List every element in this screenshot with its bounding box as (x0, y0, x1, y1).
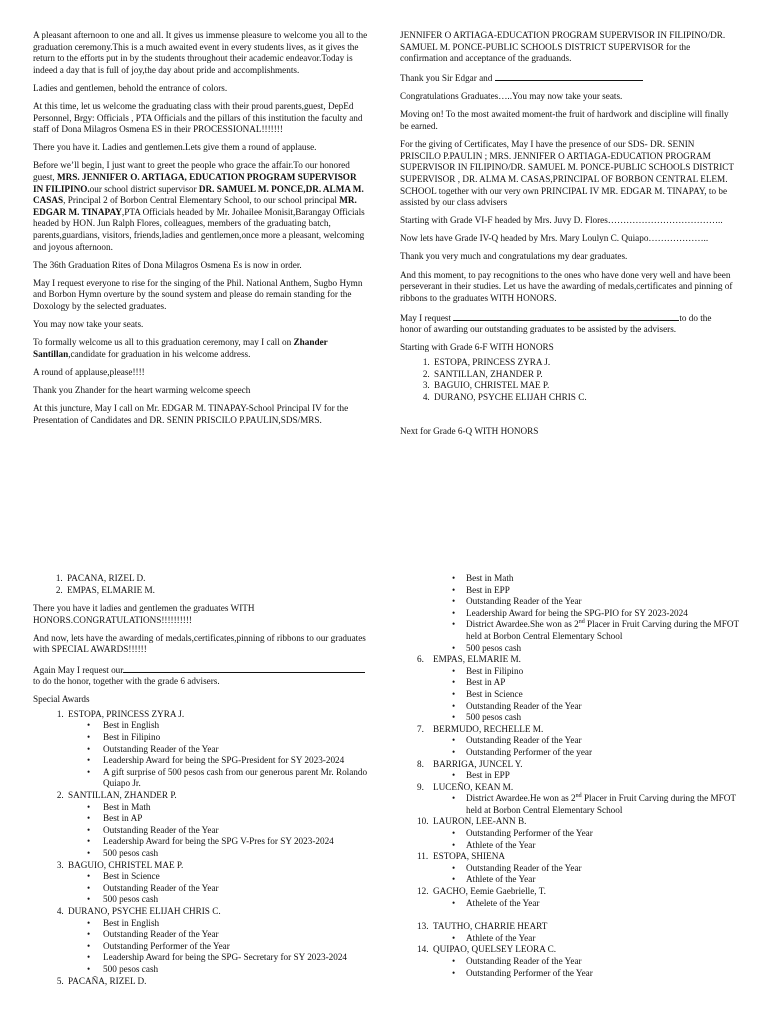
award-items (417, 863, 740, 886)
greeting-text-e: , Principal 2 of Borbon Central Elementary School, to our school principal (63, 195, 340, 206)
award-item: • 500 pesos cash (466, 712, 740, 724)
welcome-paragraph: A pleasant afternoon to one and all. It gives us immense pleasure to welcome you all to the graduation ceremony.This is a much awaited event in every students lives, as it gives the return to the efforts put in by the students throughout their academic endeavor.Today is indeed a day that is full of joy,the day about pride and accomplishments. (33, 30, 368, 75)
award-items (417, 666, 740, 724)
awardee-name: GACHO, Eemie Gaebrielle, T. (433, 886, 546, 897)
awardee-number: 14. (417, 944, 429, 955)
thank-zhander-text: Thank you Zhander for the heart warming welcome speech (33, 384, 251, 395)
list-item: 1. ESTOPA, PRINCESS ZYRA J. (432, 357, 735, 369)
awardee-name: LAURON, LEE-ANN B. (433, 816, 527, 827)
special-awards-heading: Special Awards (33, 694, 90, 705)
list-item: 4. DURANO, PSYCHE ELIJAH CHRIS C. (432, 392, 735, 404)
request-text-a: May I request (400, 312, 452, 323)
grade-vi-f-text: Starting with Grade VI-F headed by Mrs. Juvy D. Flores……………………………….. (400, 215, 723, 226)
award-items (417, 933, 740, 945)
awardee-name: LUCEÑO, KEAN M. (433, 781, 514, 792)
awardee (417, 759, 740, 782)
greeting-principal: MR. EDGAR M. TINAPAY (33, 195, 357, 217)
award-item: • Athlete of the Year (466, 933, 740, 945)
presentation-paragraph: At this juncture, May I call on Mr. EDGAR M. TINAPAY-School Principal IV for the Presentation of Candidates and DR. SENIN PRISCILO P.PAULIN,SDS/MRS. (33, 402, 349, 425)
with-honors-congrats-text: There you have it ladies and gentlemen the graduates WITH HONORS.CONGRATULATIONS!!!!!!!!!! (33, 603, 255, 625)
ordinal-suffix: nd (578, 619, 585, 626)
award-item: • Best in Filipino (466, 666, 740, 678)
award-item: • Athelete of the Year (466, 898, 740, 910)
take-seats-text: You may now take your seats. (33, 318, 144, 329)
award-items (417, 793, 740, 816)
award-item-district (466, 619, 740, 642)
awardee (66, 860, 371, 906)
awardee (417, 816, 740, 851)
award-item: • Outstanding Performer of the year (466, 747, 740, 759)
awardee (417, 654, 740, 724)
awardee-number: 6. (417, 654, 424, 665)
award-items (417, 898, 740, 910)
awardee (417, 944, 740, 979)
award-item: • Outstanding Performer of the Year (101, 941, 371, 953)
fill-in-blank (495, 71, 643, 81)
district-text-b: Placer in Fruit Carving during the MFOT held at Borbon Central Elementary School (466, 793, 736, 815)
special-awards-intro: And now, lets have the awarding of medals,certificates,pinning of ribbons to our graduates with SPECIAL AWARDS!!!!!! (33, 632, 366, 655)
award-item: • Best in AP (101, 813, 371, 825)
award-item: • Athlete of the Year (466, 840, 740, 852)
award-item: • Leadership Award for being the SPG-President for SY 2023-2024 (101, 755, 371, 767)
awardee-number: 8. (417, 758, 424, 769)
awardee (417, 782, 740, 817)
list-item: 2. SANTILLAN, ZHANDER P. (432, 369, 735, 381)
award-items (417, 828, 740, 851)
awardee (66, 976, 371, 988)
awardee (66, 906, 371, 976)
again-request-text-b: to do the honor, together with the grade 6 advisers. (33, 676, 220, 687)
district-text-b: Placer in Fruit Carving during the MFOT held at Borbon Central Elementary School (466, 619, 739, 641)
awardee (417, 851, 740, 886)
greeting-text-c: our school district supervisor (89, 183, 199, 194)
awardee (417, 886, 740, 909)
awardee-name: SANTILLAN, ZHANDER P. (68, 790, 177, 800)
award-item: • Best in Science (101, 871, 371, 883)
awardee (417, 724, 740, 759)
district-text-a: District Awardee.He won as 2 (466, 793, 576, 804)
grade-6f-honors-heading: Starting with Grade 6-F WITH HONORS (400, 342, 554, 353)
award-item: • Outstanding Reader of the Year (466, 596, 740, 608)
list-item: 2. EMPAS, ELMARIE M. (65, 585, 371, 597)
awardee-name: BERMUDO, RECHELLE M. (433, 723, 544, 734)
request-text-b: to do the honor of awarding our outstanding graduates to be assisted by the advisers. (400, 312, 712, 335)
awardee-name: QUIPAO, QUELSEY LEORA C. (433, 944, 557, 955)
thank-sir-edgar-text: Thank you Sir Edgar and (400, 73, 493, 84)
honors-list-6f (400, 357, 735, 403)
list-item: 1. PACANA, RIZEL D. (65, 573, 371, 585)
award-item: • Outstanding Reader of the Year (101, 825, 371, 837)
awardee-name: BARRIGA, JUNCEL Y. (433, 758, 523, 769)
awardee-number: 7. (417, 723, 424, 734)
recognition-paragraph: And this moment, to pay recognitions to the ones who have done very well and have been perseverant in their studies. Let us have the awarding of medals,certificates and pinning of ribbons to the graduates WITH HONORS. (400, 269, 733, 303)
welcome-address-text-c: ,candidate for graduation in his welcome address. (68, 348, 251, 359)
award-item: • Athlete of the Year (466, 874, 740, 886)
greeting-guest-ponce-casas: DR. SAMUEL M. PONCE,DR. ALMA M. CASAS (33, 183, 364, 206)
award-item: • Outstanding Reader of the Year (466, 735, 740, 747)
honors-list-6q (33, 573, 371, 596)
special-awards-list (33, 709, 371, 987)
award-item-district (466, 793, 740, 816)
confirmation-paragraph: JENNIFER O ARTIAGA-EDUCATION PROGRAM SUPERVISOR IN FILIPINO/DR. SAMUEL M. PONCE-PUBLIC SCHOOLS DISTRICT SUPERVISOR for the confirmation and acceptance of the graduands. (400, 30, 726, 64)
district-text-a: District Awardee.She won as 2 (466, 619, 579, 630)
congrats-graduates-text: Congratulations Graduates…..You may now take your seats. (400, 91, 623, 102)
page-bottom-right (400, 573, 740, 1024)
award-item: • Best in Science (466, 689, 740, 701)
award-item: • Best in Math (466, 573, 740, 585)
grade-6q-honors-heading: Next for Grade 6-Q WITH HONORS (400, 426, 539, 437)
award-item: • 500 pesos cash (101, 848, 371, 860)
award-item: • Best in English (101, 720, 371, 732)
award-item: • Outstanding Performer of the Year (466, 828, 740, 840)
fill-in-blank (123, 663, 365, 673)
applause-text: There you have it. Ladies and gentlemen.Lets give them a round of applause. (33, 142, 317, 153)
page-top-left (33, 30, 368, 550)
award-item: • 500 pesos cash (101, 964, 371, 976)
again-request-paragraph (33, 663, 371, 688)
award-item: • Outstanding Reader of the Year (466, 956, 740, 968)
awardee (66, 709, 371, 790)
award-items-continued (400, 573, 740, 654)
award-item: • Outstanding Performer of the Year (466, 968, 740, 980)
greeting-paragraph (33, 160, 368, 253)
fill-in-blank (453, 311, 679, 321)
award-items (417, 770, 740, 782)
award-item: • Outstanding Reader of the Year (101, 744, 371, 756)
award-items (417, 735, 740, 758)
ordinal-suffix: nd (575, 793, 582, 800)
greeting-guest-artiaga: MRS. JENNIFER O. ARTIAGA, EDUCATION PROGRAM SUPERVISOR IN FILIPINO. (33, 171, 357, 194)
award-item: • Best in EPP (466, 770, 740, 782)
award-items (68, 802, 371, 860)
award-item: • A gift surprise of 500 pesos cash from our generous parent Mr. Rolando Quiapo Jr. (101, 767, 371, 790)
welcome-address-speaker: Zhander Santillan (33, 337, 328, 359)
awardee-number: 9. (417, 781, 424, 792)
awardee-number: 10. (417, 816, 429, 827)
awardee (66, 790, 371, 860)
award-item: • Best in Filipino (101, 732, 371, 744)
awardee-name: ESTOPA, SHIENA (433, 851, 505, 862)
page-bottom-left (33, 573, 371, 1024)
award-item: • Best in AP (466, 677, 740, 689)
request-honor-paragraph (400, 311, 735, 336)
processional-paragraph: At this time, let us welcome the graduating class with their proud parents,guest, DepEd Personnel, Brgy: Officials , PTA Officials and the pillars of this institution the faculty and staff of Dona Milagros Osmena ES in their PROCESSIONAL!!!!!!! (33, 100, 363, 135)
award-items (68, 871, 371, 906)
award-item: • Leadership Award for being the SPG- Secretary for SY 2023-2024 (101, 952, 371, 964)
certificates-paragraph: For the giving of Certificates, May I have the presence of our SDS- DR. SENIN PRISCILO P.PAULIN ; MRS. JENNIFER O ARTIAGA-EDUCATION PROGRAM SUPERVISOR IN FILIPINO/DR. SAMUEL M. PONCE-PUBLIC SCHOOLS DISTRICT SUPERVISOR , DR. ALMA M. CASAS,PRINCIPAL OF BORBON CENTRAL ELEM. SCHOOL together with our very own PRINCIPAL IV MR. EDGAR M. TINAPAY, to be assisted by our class advisers (400, 139, 734, 208)
awardee-list-continued (400, 654, 740, 979)
award-items (68, 918, 371, 976)
welcome-address-paragraph (33, 337, 368, 360)
award-item: • Outstanding Reader of the Year (101, 883, 371, 895)
greeting-text-g: ,PTA Officials headed by Mr. Johailee Monisit,Barangay Officials headed by HON. Jun Ralph Flores, colleagues, members of the graduating batch, parents,guardians, visitors, friends,ladies and gentlemen,once more a pleasant, welcoming and joyous afternoon. (33, 206, 365, 252)
award-item: • 500 pesos cash (101, 894, 371, 906)
awardee-number: 13. (417, 921, 429, 932)
award-items (68, 720, 371, 790)
award-item: • Leadership Award for being the SPG V-Pres for SY 2023-2024 (101, 836, 371, 848)
grade-iv-q-text: Now lets have Grade IV-Q headed by Mrs. Mary Loulyn C. Quiapo……………….. (400, 233, 709, 244)
again-request-text-a: Again May I request our (33, 664, 124, 675)
award-item: • Outstanding Reader of the Year (101, 929, 371, 941)
welcome-address-text-a: To formally welcome us all to this graduation ceremony, may I call on (33, 337, 294, 348)
thank-graduates-text: Thank you very much and congratulations my dear graduates. (400, 251, 628, 262)
awardee-name: ESTOPA, PRINCESS ZYRA J. (68, 708, 185, 719)
moving-on-paragraph: Moving on! To the most awaited moment-the fruit of hardwork and discipline will finally be earned. (400, 109, 729, 132)
page-top-right (400, 30, 735, 550)
award-items (417, 956, 740, 979)
rites-order-text: The 36th Graduation Rites of Dona Milagros Osmena Es is now in order. (33, 259, 302, 270)
award-item: • Outstanding Reader of the Year (466, 863, 740, 875)
awardee (417, 921, 740, 944)
applause-please-text: A round of applause,please!!!! (33, 366, 145, 377)
awardee-number: 11. (417, 851, 429, 862)
awardee-name: DURANO, PSYCHE ELIJAH CHRIS C. (68, 905, 221, 916)
award-item: • Best in Math (101, 802, 371, 814)
award-item: • 500 pesos cash (466, 643, 740, 655)
entrance-colors-text: Ladies and gentlemen, behold the entrance of colors. (33, 82, 228, 93)
greeting-text-a: Before we’ll begin, I just want to greet the people who grace the affair.To our honored guest, (33, 160, 350, 182)
awardee-name: PACAÑA, RIZEL D. (68, 975, 147, 986)
list-item: 3. BAGUIO, CHRISTEL MAE P. (432, 380, 735, 392)
awardee-number: 12. (417, 886, 429, 897)
award-item: • Best in EPP (466, 585, 740, 597)
award-item: • Outstanding Reader of the Year (466, 701, 740, 713)
awardee-name: BAGUIO, CHRISTEL MAE P. (68, 859, 184, 870)
anthem-paragraph: May I request everyone to rise for the singing of the Phil. National Anthem, Sugbo Hymn and Borbon Hymn overture by the sound system and please do remain standing for the Doxology by the selected graduates. (33, 277, 363, 311)
awardee-name: TAUTHO, CHARRIE HEART (433, 921, 548, 932)
award-item: • Best in English (101, 918, 371, 930)
thank-sir-edgar-line (400, 71, 735, 85)
award-item: • Leadership Award for being the SPG-PIO for SY 2023-2024 (466, 608, 740, 620)
awardee-name: EMPAS, ELMARIE M. (433, 654, 521, 665)
